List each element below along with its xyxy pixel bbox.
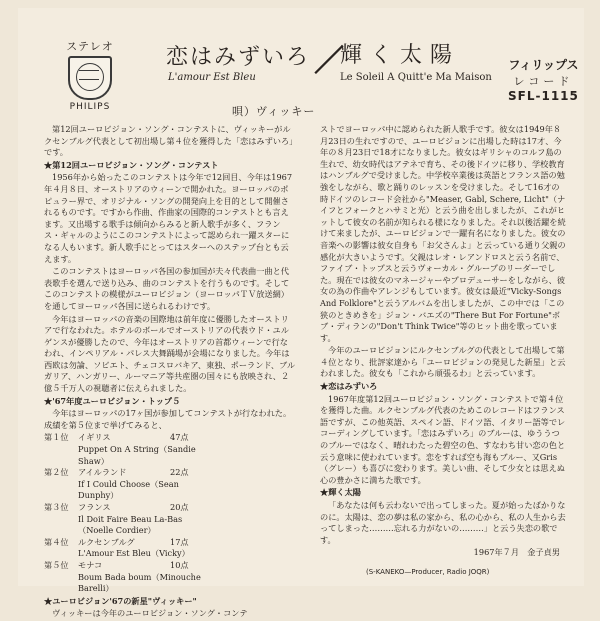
label-brand: フィリップス	[508, 58, 579, 72]
contest-paragraph-1: 1956年から始ったこのコンテストは今年で12回目、今年は1967年４月８日、オーストリアのウィーンで開かれた。ヨーロッパのポピュラー界で、オリジナル・ソングの開発向上を目的として開催されるものです。ですから作曲、作曲家の国際的コンテストとも言えます。又出場する歌手は傾向からみると新人歌手が多く、フランス・ギャルのようにこのコンテストによって認められ一躍スターになる人もいます。新人歌手にとってはスターへのステップ台とも云えます。	[44, 172, 293, 264]
label-record: レコード	[513, 75, 574, 88]
vicky-paragraph-continued: ストでヨーロッパ中に認められた新人歌手です。彼女は1949年８月23日の生れですので、ユーロビジョンに出場した時は17才、今年の８月23日で18才になりました。彼女はギリシャのコルフ島の生れで、幼女時代はアテネで育ち、その後ドイツに移り、学校教育はハンブルグで受けました。中学校卒業後は英語とフランス語の勉強をしながら、歌と踊りのレッスンを受けました。そして16才の時ドイツのレコード会社から"Measer, Gabl, Schere, Licht"（ナイフとフォークとハサミと光）と云う曲を出しましたが、これがヒットして彼女の名前が知られる様になりました。それ以後活躍を続けて来ましたが、ユーロビジョンで一躍有名になりました。彼女の音楽への影響は彼女自身も「お父さんよ」と云っている通り父親の感化が大きいようです。父親はレオ・レアンドロスと云う名前で、ファイブ・トップスと云うヴォーカル・グループのリーダーでした。現在では彼女のマネージャーやプロデューサーをしながら、彼女の為の作曲やアレンジもしています。彼女は最近"Vicky-Songs And Folklore"と云うアルバムを出しましたが、この中では「この狭のときめきを」ジョン・バエズの"There But For Fortune"ボブ・ディランの"Don't Think Twice"等のヒット曲を歌っています。	[320, 124, 566, 343]
title-1-japanese: 恋はみずいろ	[166, 45, 311, 70]
record-label-block	[508, 56, 579, 103]
title-1-french: L'amour Est Bleu	[168, 72, 256, 83]
heading-top5: ★'67年度ユーロビジョン・トップ５	[44, 395, 181, 406]
contest-paragraph-3: 今年はヨーロッパの音楽の国際地は前年度に優勝したオーストリアで行なわれた。ホテルのボールでオーストリアの代表ウド・ユルゲンスが優勝したので、今年はオーストリアの首都ウィーンで行なわれ、インペリアル・パレス大舞踊場が会場になりました。今年は西欧は勿論、ソビエト、チェコスロバキア、東独、ポーランド、ブルガリア、ハンガリー、ルーマニア等共産圏の国々にも放映され、２億５千万人の視聴者に伝えられました。	[44, 313, 296, 394]
song1-paragraph: 1967年度第12回ユーロビジョン・ソング・コンテストで第４位を獲得した曲。ルクセンブルグ代表のためこのレコードはフランス語ですが、この他英語、スペイン語、ドイツ語、イタリー語等でレコーディングしています。「恋はみずいろ」のブルーは、ゆううつのブルーではなく、晴れわたった碧空の色、すなわち甘い恋の色と云う意味に使われています。恋をすれば空も海もブルー、又Gris（グレー）も喜びに変わります。美しい曲、そして少女とは思えぬ心の豊かさに満ちた歌です。	[320, 393, 566, 485]
intro-paragraph: 第12回ユーロビジョン・ソング・コンテストに、ヴィッキーがルクセンブルグ代表として初出場し第４位を獲得した「恋はみずいろ」です。	[44, 124, 294, 158]
producer-credit: (S-KANEKO—Producer, Radio JOQR)	[366, 568, 490, 576]
table-row: 第５位 モナコ 10点	[44, 559, 189, 570]
table-row: 第３位 フランス 20点	[44, 502, 189, 512]
left-column	[44, 124, 296, 621]
heading-koi-wa-mizuiro: ★恋はみずいろ	[320, 381, 378, 392]
philips-wordmark: PHILIPS	[69, 102, 111, 112]
vicky-paragraph-start: ヴィッキーは今年のユーロビジョン・ソング・コンテ	[52, 608, 248, 619]
heading-kagayaku-taiyo: ★輝く太陽	[320, 487, 361, 498]
table-row-song: If I Could Choose（Sean Dunphy）	[78, 478, 179, 501]
stereo-label: ステレオ	[66, 40, 114, 53]
singer-credit: 唄）ヴィッキー	[232, 105, 316, 118]
table-row-song: L'Amour Est Bleu（Vicky）	[78, 548, 190, 559]
table-row: 第４位 ルクセンブルグ 17点	[44, 536, 189, 547]
top5-table	[44, 432, 210, 594]
title-2-french: Le Soleil A Quitt'e Ma Maison	[340, 72, 492, 83]
heading-contest: ★第12回ユーロビジョン・ソング・コンテスト	[44, 159, 219, 170]
table-row: 第１位 イギリス 47点	[44, 432, 189, 443]
right-column	[320, 124, 566, 559]
title-2-japanese: 輝く太陽	[340, 43, 461, 68]
table-row-song: Boum Bada boum（Minouche Barelli）	[78, 571, 201, 594]
catalog-number: SFL-1115	[508, 89, 579, 103]
heading-vicky: ★ユーロビジョン'67の新星"ヴィッキー"	[44, 595, 197, 606]
title-separator: ／	[314, 44, 344, 79]
contest-paragraph-2: このコンテストはヨーロッパ各国の参加国が夫々代表曲一曲と代表歌手を選んで送り込み、曲のコンテストを行うものです。そしてこのコンテストの模様がユーロビジョン（ヨーロッパＴＶ放送網）を通してヨーロッパ各国に送られるわけです。	[44, 266, 290, 311]
song2-paragraph: 「あなたは何も云わないで出ってしまった。夏が始ったばかりなのに。太陽は、恋の夢は私の家から、私の心から、私の人生から去ってしまった………忘れる力がないの………」と云う失恋の歌です。	[320, 500, 566, 545]
author-date: 1967年７月 金子貞男	[473, 547, 560, 558]
philips-shield-icon	[68, 56, 112, 100]
philips-logo	[50, 38, 130, 112]
table-row-song: Il Doit Faire Beau La-Bas（Noelle Cordier）	[78, 513, 183, 536]
vicky-paragraph-2: 今年のユーロビジョンにルクセンブルグの代表として出場して第４位となり、批評家達から「ユーロビジョンの発見した新星」と云われました。彼女も「これから頑張るわ」と云っています。	[320, 345, 566, 379]
top5-intro: 今年はヨーロッパの17ヶ国が参加してコンテストが行なわれた。成績を第５位まで挙げてみると、	[44, 408, 292, 430]
table-row-song: Puppet On A String（Sandie Shaw）	[78, 444, 196, 466]
table-row: 第２位 アイルランド 22点	[44, 467, 189, 478]
